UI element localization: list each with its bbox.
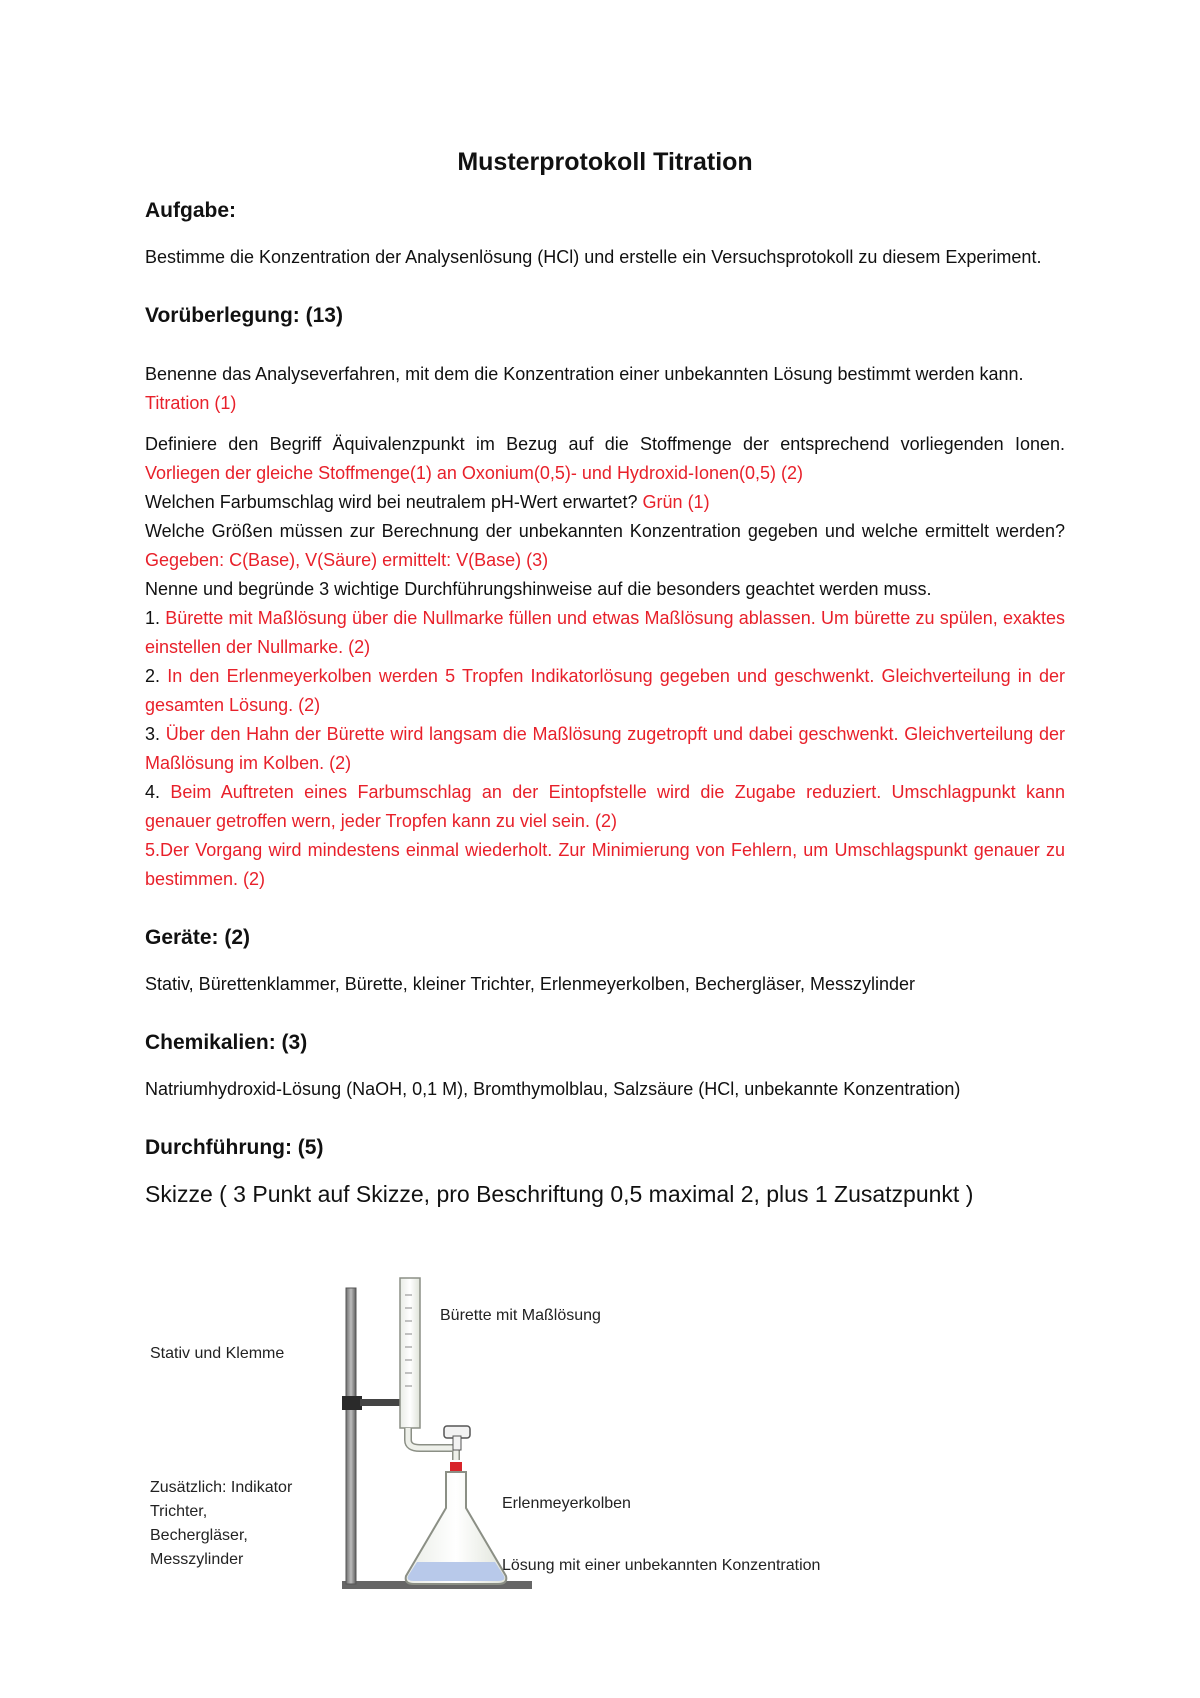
hint-item	[145, 778, 1065, 836]
question-4	[145, 517, 1065, 575]
hint-text: Bürette mit Maßlösung über die Nullmarke füllen und etwas Maßlösung ablassen. Um bürette zu spülen, exaktes einstellen der Nullmarke. (2)	[145, 608, 1065, 657]
hint-item	[145, 720, 1065, 778]
hint-number: 5.	[145, 840, 161, 860]
hint-item	[145, 662, 1065, 720]
hint-text: Beim Auftreten eines Farbumschlag an der Eintopfstelle wird die Zugabe reduziert. Umschlagpunkt kann genauer getroffen wern, jeder Tropfen kann zu viel sein. (2)	[145, 782, 1065, 831]
hint-text: In den Erlenmeyerkolben werden 5 Tropfen Indikatorlösung gegeben und geschwenkt. Gleichverteilung in der gesamten Lösung. (2)	[145, 666, 1065, 715]
hint-item	[145, 836, 1065, 894]
question-1	[145, 360, 1065, 418]
flask-solution	[408, 1562, 505, 1581]
titration-sketch	[150, 1270, 910, 1600]
answer-2: Vorliegen der gleiche Stoffmenge(1) an Oxonium(0,5)- und Hydroxid-Ionen(0,5) (2)	[145, 463, 804, 483]
question-3-text: Welchen Farbumschlag wird bei neutralem pH-Wert erwartet?	[145, 492, 638, 512]
burette-tube	[400, 1278, 420, 1428]
chemikalien-text: Natriumhydroxid-Lösung (NaOH, 0,1 M), Bromthymolblau, Salzsäure (HCl, unbekannte Konzentration)	[145, 1079, 961, 1099]
label-erlenmeyer: Erlenmeyerkolben	[502, 1495, 631, 1512]
label-loesung: Lösung mit einer unbekannten Konzentration	[502, 1557, 821, 1574]
answer-3: Grün (1)	[642, 492, 710, 512]
hint-number: 4.	[145, 782, 161, 802]
stand-rod	[346, 1288, 356, 1584]
label-zusatz-line: Trichter,	[150, 1503, 208, 1520]
geraete-heading: Geräte: (2)	[145, 926, 251, 949]
label-zusatz-line: Bechergläser,	[150, 1527, 248, 1544]
label-stativ: Stativ und Klemme	[150, 1345, 285, 1362]
chemikalien-heading: Chemikalien: (3)	[145, 1031, 308, 1054]
question-3	[145, 488, 1065, 517]
question-5: Nenne und begründe 3 wichtige Durchführungshinweise auf die besonders geachtet werden muss.	[145, 579, 932, 599]
question-2-text: Definiere den Begriff Äquivalenzpunkt im Bezug auf die Stoffmenge der entsprechend vorliegenden Ionen.	[145, 434, 1065, 454]
aufgabe-heading: Aufgabe:	[145, 199, 236, 222]
hint-text: Der Vorgang wird mindestens einmal wiederholt. Zur Minimierung von Fehlern, um Umschlagspunkt genauer zu bestimmen. (2)	[145, 840, 1065, 889]
question-1-text: Benenne das Analyseverfahren, mit dem die Konzentration einer unbekannten Lösung bestimmt werden kann.	[145, 364, 1024, 384]
durchfuehrung-heading: Durchführung: (5)	[145, 1136, 324, 1159]
aufgabe-text: Bestimme die Konzentration der Analysenlösung (HCl) und erstelle ein Versuchsprotokoll zu diesem Experiment.	[145, 247, 1042, 267]
question-2	[145, 430, 1065, 488]
clamp-block	[342, 1396, 362, 1410]
label-zusatz-line: Zusätzlich: Indikator	[150, 1479, 293, 1496]
hint-number: 1.	[145, 608, 161, 628]
vorueberlegung-heading: Vorüberlegung: (13)	[145, 304, 343, 327]
question-4-text: Welche Größen müssen zur Berechnung der unbekannten Konzentration gegeben und welche ermittelt werden?	[145, 521, 1065, 541]
hint-number: 3.	[145, 724, 161, 744]
answer-1: Titration (1)	[145, 393, 237, 413]
skizze-heading: Skizze ( 3 Punkt auf Skizze, pro Beschriftung 0,5 maximal 2, plus 1 Zusatzpunkt )	[145, 1181, 974, 1207]
hint-text: Über den Hahn der Bürette wird langsam die Maßlösung zugetropft und dabei geschwenkt. Gleichverteilung der Maßlösung im Kolben. (2)	[145, 724, 1065, 773]
page-title: Musterprotokoll Titration	[457, 148, 753, 176]
document-page	[145, 140, 1065, 1209]
geraete-text: Stativ, Bürettenklammer, Bürette, kleiner Trichter, Erlenmeyerkolben, Bechergläser, Messzylinder	[145, 974, 915, 994]
answer-4: Gegeben: C(Base), V(Säure) ermittelt: V(Base) (3)	[145, 550, 549, 570]
hint-item	[145, 604, 1065, 662]
hint-number: 2.	[145, 666, 161, 686]
label-buerette: Bürette mit Maßlösung	[440, 1307, 601, 1324]
label-zusatz-line: Messzylinder	[150, 1551, 244, 1568]
